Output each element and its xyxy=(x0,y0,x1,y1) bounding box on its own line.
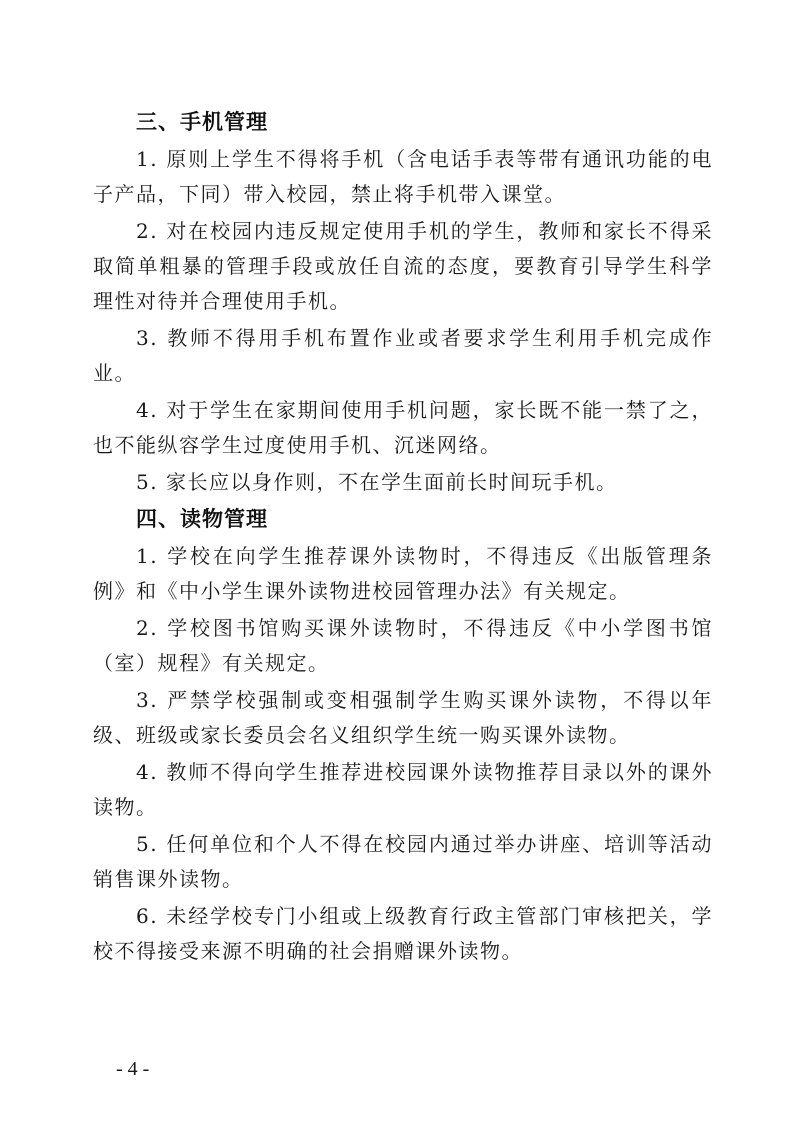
reading-rule-4: 4. 教师不得向学生推荐进校园课外读物推荐目录以外的课外读物。 xyxy=(93,760,713,819)
reading-rule-2: 2. 学校图书馆购买课外读物时，不得违反《中小学图书馆（室）规程》有关规定。 xyxy=(93,616,713,675)
section-heading-phone-management: 三、手机管理 xyxy=(136,110,268,134)
reading-rule-5: 5. 任何单位和个人不得在校园内通过举办讲座、培训等活动销售课外读物。 xyxy=(93,832,713,891)
page-number: - 4 - xyxy=(116,1058,150,1080)
reading-rule-6: 6. 未经学校专门小组或上级教育行政主管部门审核把关，学校不得接受来源不明确的社会捐赠课外读物。 xyxy=(93,904,713,963)
reading-rule-1: 1. 学校在向学生推荐课外读物时，不得违反《出版管理条例》和《中小学生课外读物进校园管理办法》有关规定。 xyxy=(93,544,713,603)
phone-rule-3: 3. 教师不得用手机布置作业或者要求学生利用手机完成作业。 xyxy=(93,326,713,385)
phone-rule-4: 4. 对于学生在家期间使用手机问题，家长既不能一禁了之，也不能纵容学生过度使用手机、沉迷网络。 xyxy=(93,398,713,457)
reading-rule-3: 3. 严禁学校强制或变相强制学生购买课外读物，不得以年级、班级或家长委员会名义组织学生统一购买课外读物。 xyxy=(93,688,713,747)
document-body xyxy=(93,105,713,971)
section-heading-reading-management: 四、读物管理 xyxy=(136,507,268,531)
phone-rule-5: 5. 家长应以身作则，不在学生面前长时间玩手机。 xyxy=(136,470,618,494)
phone-rule-1: 1. 原则上学生不得将手机（含电话手表等带有通讯功能的电子产品，下同）带入校园，禁止将手机带入课堂。 xyxy=(93,147,713,206)
phone-rule-2: 2. 对在校园内违反规定使用手机的学生，教师和家长不得采取简单粗暴的管理手段或放任自流的态度，要教育引导学生科学理性对待并合理使用手机。 xyxy=(93,219,713,313)
